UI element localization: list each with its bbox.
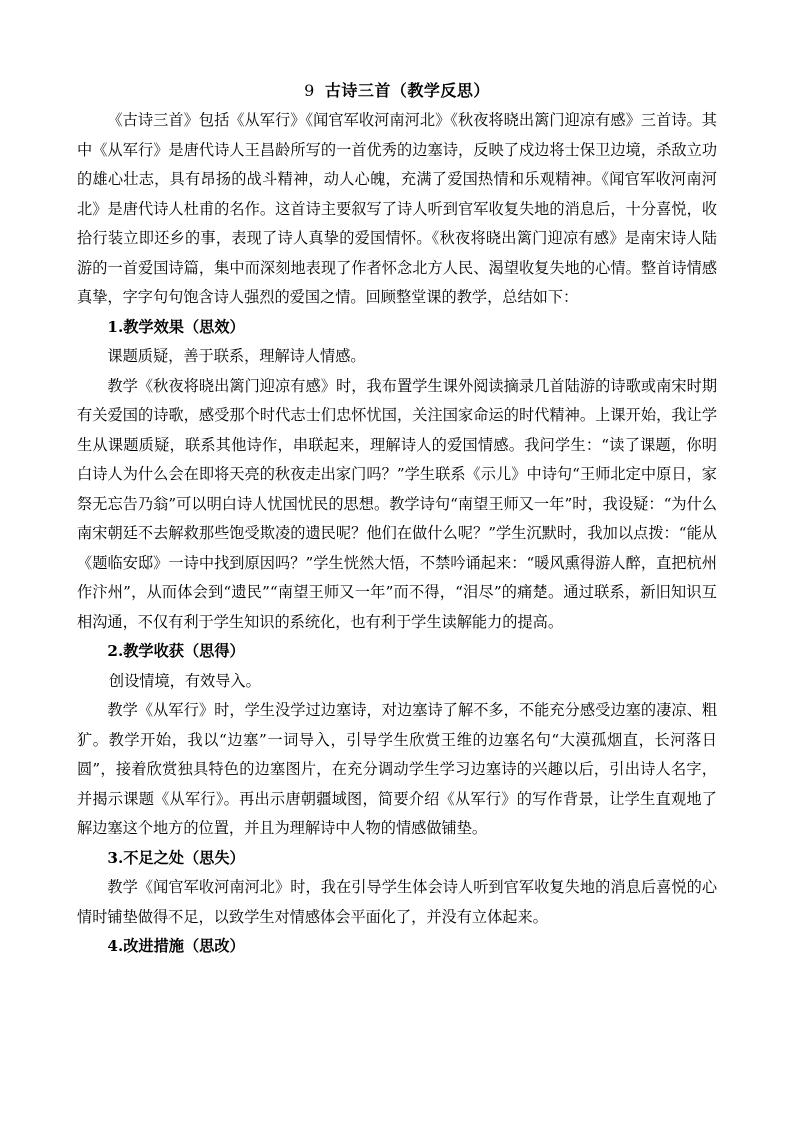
document-page: [77, 78, 717, 962]
section4-heading: 4.改进措施（思改）: [107, 937, 245, 955]
title-number: 9: [304, 81, 315, 100]
document-title: [77, 78, 717, 104]
section2-subtitle: 创设情境，有效导入。: [108, 671, 261, 690]
section1-subtitle: 课题质疑，善于联系，理解诗人情感。: [107, 347, 366, 365]
section3-heading: 3.不足之处（思失）: [107, 848, 245, 867]
section3-body: 教学《闻官军收河南河北》时，我在引导学生体会诗人听到官军收复失地的消息后喜悦的心情时铺垫做得不足，以致学生对情感体会平面化了，并没有立体起来。: [77, 878, 717, 926]
title-text: 古诗三首（教学反思）: [324, 81, 490, 100]
section2-heading: 2.教学收获（思得）: [107, 642, 245, 660]
section2-body: 教学《从军行》时，学生没学过边塞诗，对边塞诗了解不多，不能充分感受边塞的凄凉、粗犷。教学开始，我以“边塞”一词导入，引导学生欣赏王维的边塞名句“大漠孤烟直，长河落日圆”，接着欣赏独具特色的边塞图片，在充分调动学生学习边塞诗的兴趣以后，引出诗人名字，并揭示课题《从军行》。再出示唐朝疆域图，简要介绍《从军行》的写作背景，让学生直观地了解边塞这个地方的位置，并且为理解诗中人物的情感做铺垫。: [77, 701, 717, 837]
intro-paragraph: 《古诗三首》包括《从军行》《闻官军收河南河北》《秋夜将晓出篱门迎凉有感》三首诗。其中《从军行》是唐代诗人王昌龄所写的一首优秀的边塞诗，反映了戍边将士保卫边境，杀敌立功的雄心壮志，具有昂扬的战斗精神，动人心魄，充满了爱国热情和乐观精神。《闻官军收河南河北》是唐代诗人杜甫的名作。这首诗主要叙写了诗人听到官军收复失地的消息后，十分喜悦，收拾行装立即还乡的事，表现了诗人真挚的爱国情怀。《秋夜将晓出篱门迎凉有感》是南宋诗人陆游的一首爱国诗篇，集中而深刻地表现了作者怀念北方人民、渴望收复失地的心情。整首诗情感真挚，字字句句饱含诗人强烈的爱国之情。回顾整堂课的教学，总结如下：: [77, 111, 717, 306]
section1-heading: 1.教学效果（思效）: [107, 317, 245, 336]
section1-body: 教学《秋夜将晓出篱门迎凉有感》时，我布置学生课外阅读摘录几首陆游的诗歌或南宋时期有关爱国的诗歌，感受那个时代志士们忠怀忧国，关注国家命运的时代精神。上课开始，我让学生从课题质疑，联系其他诗作，串联起来，理解诗人的爱国情感。我问学生：“读了课题，你明白诗人为什么会在即将天亮的秋夜走出家门吗？”学生联系《示儿》中诗句“王师北定中原日，家祭无忘告乃翁”可以明白诗人忧国忧民的思想。教学诗句“南望王师又一年”时，我设疑：“为什么南宋朝廷不去解救那些饱受欺凌的遗民呢？他们在做什么呢？”学生沉默时，我加以点拨：“能从《题临安邸》一诗中找到原因吗？”学生恍然大悟，不禁吟诵起来：“暖风熏得游人醉，直把杭州作汴州”，从而体会到“遗民”“南望王师又一年”而不得，“泪尽”的痛楚。通过联系，新旧知识互相沟通，不仅有利于学生知识的系统化，也有利于学生读解能力的提高。: [77, 376, 717, 631]
